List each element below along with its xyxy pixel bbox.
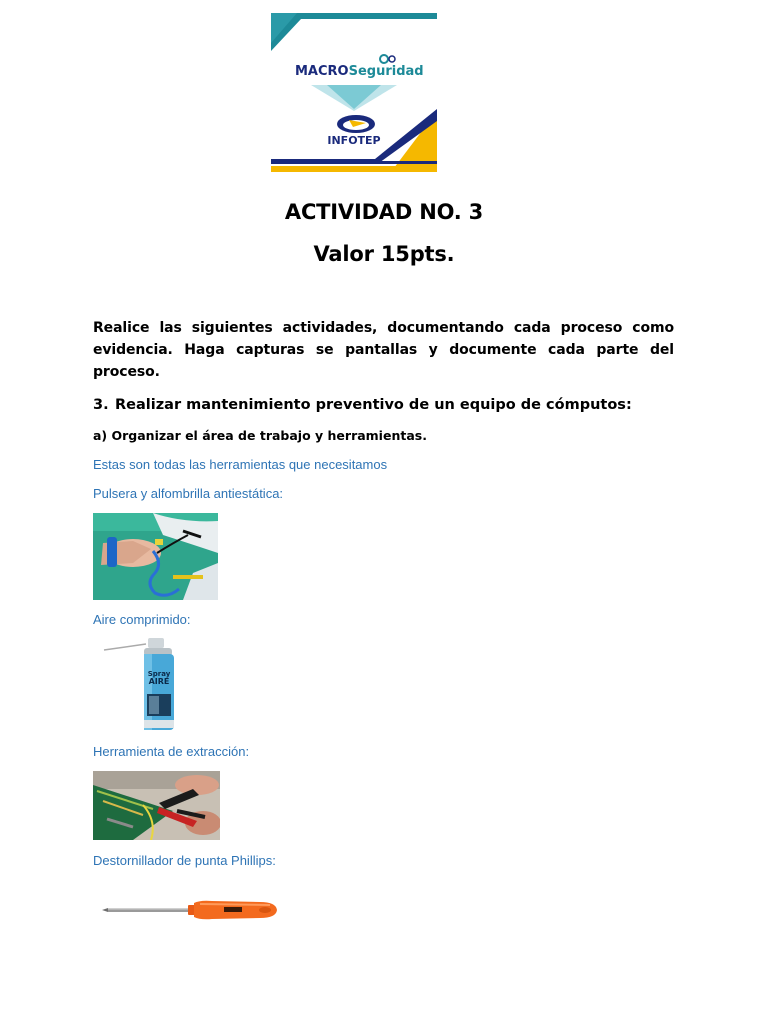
tools-intro: Estas son todas las herramientas que necesitamos xyxy=(93,457,388,472)
logo-brand-suffix: Seguridad xyxy=(348,64,424,79)
extraction-tool-photo xyxy=(93,771,220,840)
caption-phillips-screwdriver: Destornillador de punta Phillips: xyxy=(93,853,276,868)
infotep-emblem-icon xyxy=(337,115,375,133)
task-title: Realizar mantenimiento preventivo de un equipo de cómputos: xyxy=(115,397,632,413)
compressed-air-can-photo xyxy=(100,636,185,732)
spray-label-line2: AIRE xyxy=(148,677,170,686)
macroseguridad-infotep-logo xyxy=(271,13,437,172)
logo-brand-prefix: MACRO xyxy=(295,64,349,79)
spray-label-line1: Spray xyxy=(147,670,171,678)
activity-title: ACTIVIDAD NO. 3 xyxy=(284,200,484,224)
instructions-paragraph: Realice las siguientes actividades, documentando cada proceso como evidencia. Haga capturas se pantallas y documente cada parte del proceso. xyxy=(93,320,674,380)
task-heading xyxy=(93,395,693,415)
caption-compressed-air: Aire comprimido: xyxy=(93,612,191,627)
task-number: 3. xyxy=(93,397,109,413)
antistatic-wrist-strap-photo xyxy=(93,513,218,600)
caption-antistatic: Pulsera y alfombrilla antiestática: xyxy=(93,486,284,501)
caption-extraction-tool: Herramienta de extracción: xyxy=(93,744,250,759)
activity-points: Valor 15pts. xyxy=(313,242,455,266)
logo-institution: INFOTEP xyxy=(327,134,381,147)
phillips-screwdriver-photo xyxy=(100,895,280,925)
subtask-heading: a) Organizar el área de trabajo y herramientas. xyxy=(93,428,427,443)
svg-text:MACROSeguridad xyxy=(295,64,424,79)
